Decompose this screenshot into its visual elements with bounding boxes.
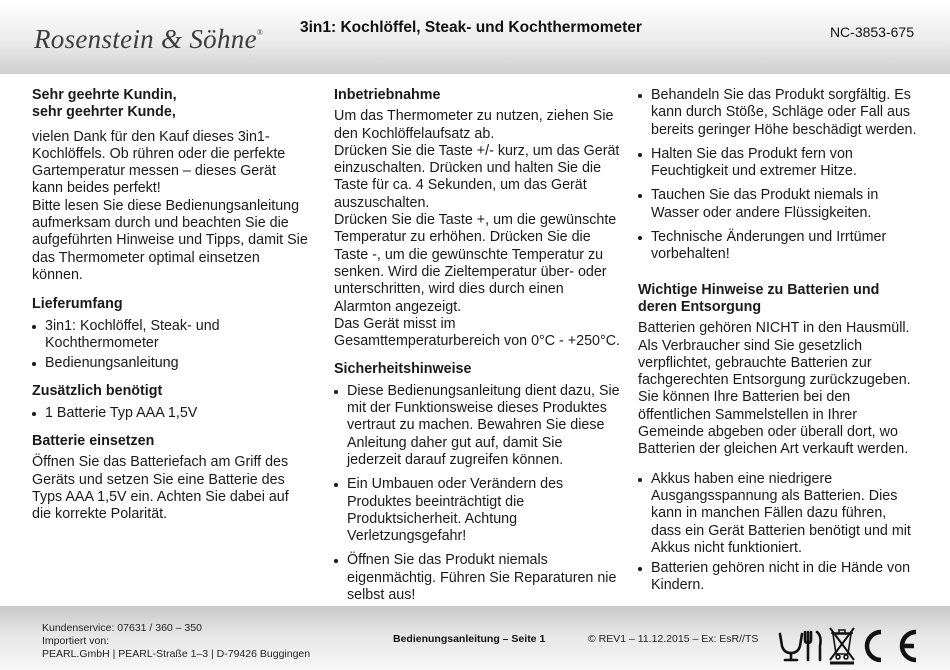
battery-heading: Batterie einsetzen (32, 433, 155, 450)
manual-page-label: Bedienungsanleitung – Seite 1 (393, 633, 546, 645)
battery-text: Öffnen Sie das Batteriefach am Griff des Geräts und setzen Sie eine Batterie des Typs AAA 1,5V ein. Achten Sie dabei auf die korrekte Polarität. (32, 454, 289, 523)
safety-list-continued (638, 87, 920, 264)
document-title: 3in1: Kochlöffel, Steak- und Kochthermometer (300, 19, 642, 36)
revision-label: © REV1 – 11.12.2015 – Ex: EsR//TS (588, 633, 759, 645)
battery-notes-section (638, 282, 920, 459)
article-number: NC-3853-675 (829, 24, 914, 40)
setup-section (334, 87, 620, 350)
column-2 (334, 87, 620, 615)
column-1 (32, 87, 310, 535)
battery-notes-text: Batterien gehören NICHT in den Hausmüll. Als Verbraucher sind Sie gesetzlich verpflichtet, gebrauchte Batterien zur fachgerechten Entsorgung zurückzugeben. Sie können Ihre Batterien bei den öffentlichen Sammelstellen in Ihrer Gemeinde abgeben oder überall dort, wo Batterien der gleichen Art verkauft werden. (638, 320, 911, 458)
list-item: Diese Bedienungsanleitung dient dazu, Sie mit der Funktionsweise dieses Produktes vertraut zu machen. Bewahren Sie diese Anleitung daher gut auf, damit Sie jederzeit darauf zugreifen können. (334, 383, 620, 469)
safety-list (334, 383, 620, 605)
list-item: Bedienungsanleitung (32, 355, 310, 372)
greeting (32, 87, 310, 122)
setup-paragraph: Um das Thermometer zu nutzen, ziehen Sie den Kochlöffelaufsatz ab. (334, 108, 614, 142)
list-item: Akkus haben eine niedrigere Ausgangsspannung als Batterien. Dies kann in manchen Fällen dazu führen, dass ein Gerät Batterien benötigt und mit Akkus nicht funktioniert. (638, 471, 920, 557)
page-header (0, 0, 950, 74)
ce-mark-icon (867, 632, 916, 660)
battery-section (32, 433, 310, 523)
battery-notes-list (638, 471, 920, 595)
safety-heading: Sicherheitshinweise (334, 361, 472, 378)
compliance-icons (777, 620, 922, 666)
required-list (32, 405, 310, 422)
customer-service: Kundenservice: 07631 / 360 – 350 (42, 622, 202, 634)
list-item: Öffnen Sie das Produkt niemals eigenmächtig. Führen Sie Reparaturen nie selbst aus! (334, 552, 620, 604)
importer-address: PEARL.GmbH | PEARL-Straße 1–3 | D-79426 Buggingen (42, 648, 311, 660)
greeting-line-1: Sehr geehrte Kundin, (32, 87, 177, 103)
required-heading: Zusätzlich benötigt (32, 383, 163, 400)
list-item: Technische Änderungen und Irrtümer vorbehalten! (638, 229, 920, 264)
intro-text: vielen Dank für den Kauf dieses 3in1-Kochlöffels. Ob rühren oder die perfekte Gartemperatur messen – dieses Gerät kann beides perfekt! (32, 128, 286, 197)
list-item: Batterien gehören nicht in die Hände von Kindern. (638, 560, 920, 595)
imported-by: Importiert von: (42, 635, 110, 647)
scope-list (32, 318, 310, 373)
intro-text-2: Bitte lesen Sie diese Bedienungsanleitung aufmerksam durch und beachten Sie die aufgeführten Hinweise und Tipps, damit Sie das Thermometer optimal einsetzen können. (32, 197, 308, 283)
column-3 (638, 87, 920, 598)
setup-paragraph: Drücken Sie die Taste +, um die gewünschte Temperatur zu erhöhen. Drücken Sie die Taste -, um die gewünschte Temperatur zu senken. Wird die Zieltemperatur über- oder unterschritten, wird dies durch einen Alarmton angezeigt. (334, 212, 617, 315)
list-item: Halten Sie das Produkt fern von Feuchtigkeit und extremer Hitze. (638, 146, 920, 181)
setup-paragraph: Das Gerät misst im Gesamttemperaturbereich von 0°C - +250°C. (334, 315, 620, 350)
brand-name: Rosenstein & Söhne (34, 24, 257, 54)
required-section (32, 383, 310, 422)
list-item: Ein Umbauen oder Verändern des Produktes beeinträchtigt die Produktsicherheit. Achtung Verletzungsgefahr! (334, 476, 620, 545)
setup-paragraph: Drücken Sie die Taste +/- kurz, um das Gerät einzuschalten. Drücken und halten Sie die Taste für ca. 4 Sekunden, um das Gerät auszuschalten. (334, 142, 620, 211)
contact-block (42, 622, 310, 661)
page-footer (0, 606, 950, 670)
greeting-line-2: sehr geehrter Kunde, (32, 104, 176, 121)
registered-mark: ® (256, 28, 264, 37)
list-item: Behandeln Sie das Produkt sorgfältig. Es kann durch Stöße, Schläge oder Fall aus bereits geringer Höhe beschädigt werden. (638, 87, 920, 139)
intro (32, 129, 310, 285)
scope-heading: Lieferumfang (32, 296, 123, 313)
scope-section (32, 296, 310, 372)
battery-notes-heading: Wichtige Hinweise zu Batterien und deren Entsorgung (638, 281, 880, 315)
weee-crossed-bin-icon (830, 628, 854, 665)
setup-heading: Inbetriebnahme (334, 87, 441, 103)
brand-logo (34, 24, 263, 55)
safety-section (334, 361, 620, 604)
list-item: 1 Batterie Typ AAA 1,5V (32, 405, 310, 422)
list-item: Tauchen Sie das Produkt niemals in Wasser oder andere Flüssigkeiten. (638, 187, 920, 222)
food-safe-icon (780, 632, 821, 660)
list-item: 3in1: Kochlöffel, Steak- und Kochthermometer (32, 318, 310, 353)
